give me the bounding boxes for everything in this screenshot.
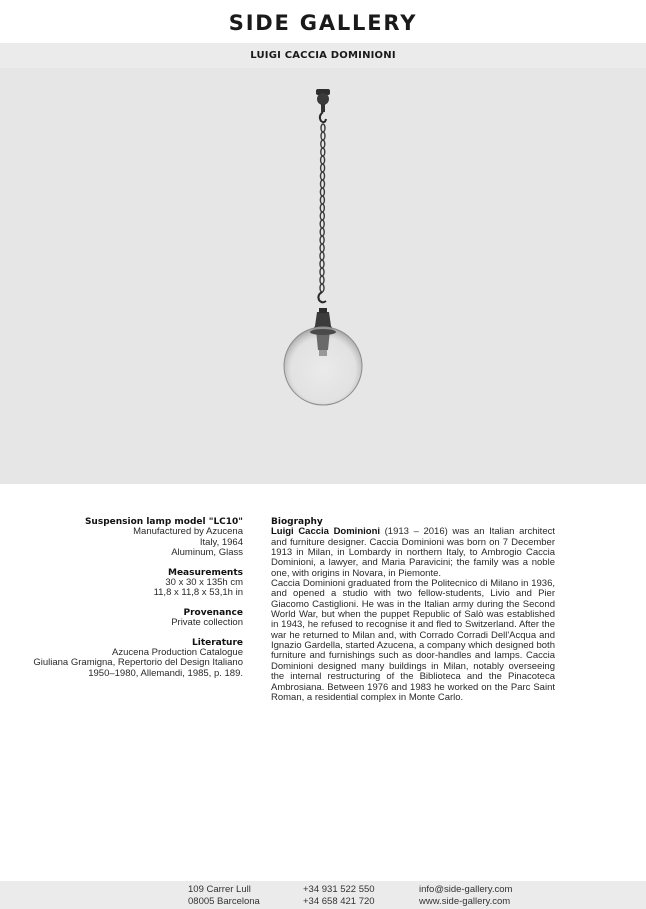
measurement-line: 30 x 30 x 135h cm bbox=[165, 577, 243, 589]
designer-name: LUIGI CACCIA DOMINIONI bbox=[0, 43, 646, 68]
biography-name: Luigi Caccia Dominioni bbox=[271, 526, 381, 538]
suspension-lamp-image bbox=[0, 68, 646, 484]
biography bbox=[271, 517, 555, 703]
detail-line: Aluminum, Glass bbox=[171, 547, 243, 559]
literature-line: Azucena Production Catalogue bbox=[112, 647, 243, 659]
literature-heading: Literature bbox=[192, 637, 243, 648]
phone-link[interactable]: +34 931 522 550 bbox=[303, 884, 375, 895]
brand-title: SIDE GALLERY bbox=[228, 11, 418, 35]
measurement-line: 11,8 x 11,8 x 53,1h in bbox=[153, 587, 243, 599]
provenance-heading: Provenance bbox=[183, 607, 243, 618]
product-title: Suspension lamp model "LC10" bbox=[84, 517, 243, 527]
footer bbox=[0, 881, 646, 909]
literature-line: Giuliana Gramigna, Repertorio del Design Italiano bbox=[33, 657, 243, 669]
email-link[interactable]: info@side-gallery.com bbox=[419, 884, 513, 895]
provenance-line: Private collection bbox=[171, 617, 243, 629]
chain bbox=[320, 124, 325, 292]
literature-line: 1950–1980, Allemandi, 1985, p. 189. bbox=[88, 667, 243, 679]
biography-heading: Biography bbox=[271, 517, 323, 527]
address-line: 109 Carrer Lull bbox=[188, 884, 251, 895]
detail-line: Manufactured by Azucena bbox=[133, 526, 243, 538]
product-details bbox=[13, 517, 243, 679]
biography-paragraph: Caccia Dominioni graduated from the Politecnico di Milano in 1936, and opened a studio with two fellow-students, Livio and Pier Giacomo Castiglioni. He was in the Italian army during the Second World War, but when the puppet Republic of Salò was established in 1943, he refused to recognise it and fled to Switzerland. After the war he returned to Milan and, with Corrado Corradi Dell'Acqua and Ignazio Gardella, started Azucena, a company which designed both furniture and furnishings such as door-handles and lamps. Caccia Dominioni designed many buildings in Milan, notably overseeing the internal restructuring of the Biblioteca and the Pinacoteca Ambrosiana. Between 1976 and 1983 he worked on the Parc Saint Roman, a residential complex in Monte Carlo. bbox=[271, 578, 555, 703]
website-link[interactable]: www.side-gallery.com bbox=[419, 896, 511, 907]
biography-paragraph bbox=[271, 527, 555, 579]
phone-link[interactable]: +34 658 421 720 bbox=[303, 896, 375, 907]
measurements-heading: Measurements bbox=[168, 567, 243, 578]
product-photo bbox=[0, 68, 646, 484]
footer-phones bbox=[303, 884, 375, 908]
biography-text: (1913 – 2016) was an Italian architect and furniture designer. Caccia Dominioni was born on 7 December 1913 in Milan, in Lombardy in northern Italy, to Ambrogio Caccia Dominioni, a lawyer, and Maria Paravicini; the family was a noble one, with origins in Novara, in Piemonte. bbox=[271, 526, 555, 579]
detail-line: Italy, 1964 bbox=[199, 536, 243, 548]
address-line: 08005 Barcelona bbox=[188, 896, 260, 907]
footer-contact bbox=[419, 884, 512, 908]
footer-address bbox=[188, 884, 260, 908]
